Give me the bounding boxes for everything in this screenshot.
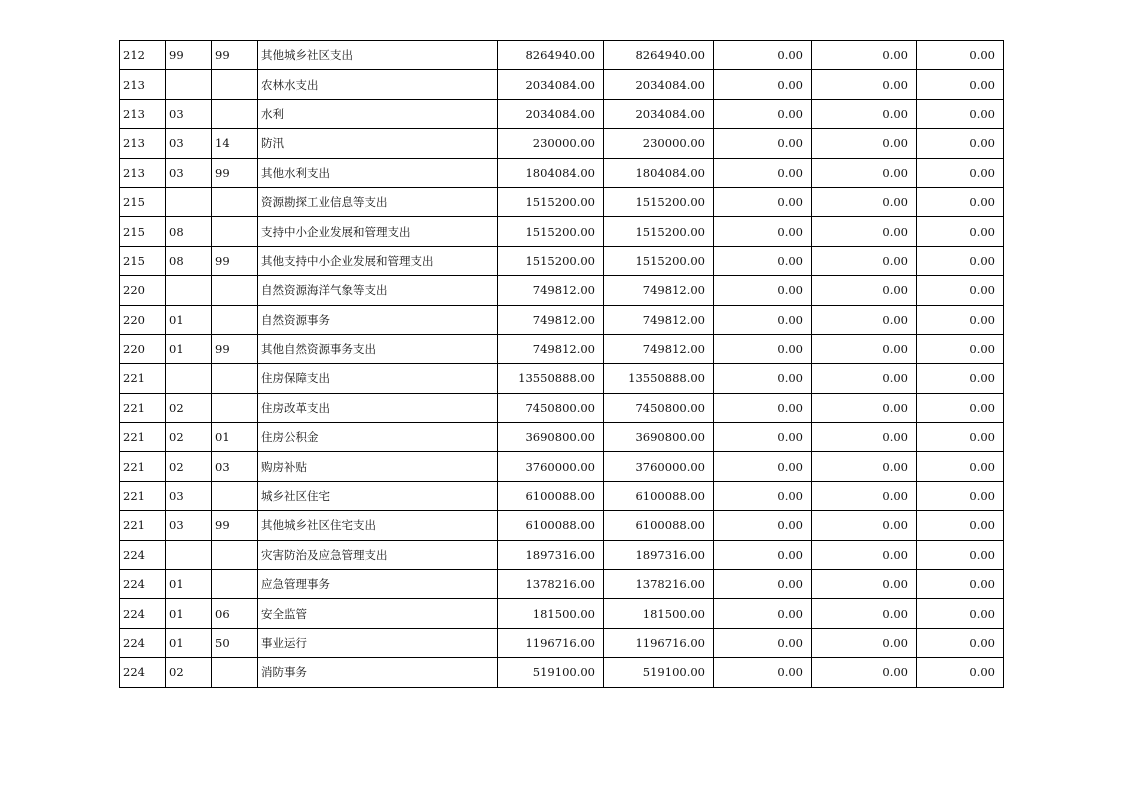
amount-col5-cell: 0.00 bbox=[917, 334, 1004, 363]
basic-expenditure-cell: 230000.00 bbox=[604, 129, 714, 158]
subject-name-cell: 住房改革支出 bbox=[258, 393, 498, 422]
amount-col5-cell: 0.00 bbox=[917, 658, 1004, 687]
subitem-code-cell bbox=[212, 393, 258, 422]
subitem-code-cell bbox=[212, 276, 258, 305]
basic-expenditure-cell: 3690800.00 bbox=[604, 423, 714, 452]
class-code-cell: 213 bbox=[120, 99, 166, 128]
subject-name-cell: 应急管理事务 bbox=[258, 570, 498, 599]
subitem-code-cell bbox=[212, 217, 258, 246]
item-code-cell bbox=[166, 276, 212, 305]
amount-col5-cell: 0.00 bbox=[917, 246, 1004, 275]
amount-col4-cell: 0.00 bbox=[812, 452, 917, 481]
item-code-cell bbox=[166, 540, 212, 569]
class-code-cell: 224 bbox=[120, 599, 166, 628]
table-row bbox=[120, 129, 1004, 158]
amount-col3-cell: 0.00 bbox=[714, 187, 812, 216]
total-amount-cell: 13550888.00 bbox=[498, 364, 604, 393]
class-code-cell: 224 bbox=[120, 540, 166, 569]
class-code-cell: 220 bbox=[120, 305, 166, 334]
item-code-cell: 03 bbox=[166, 129, 212, 158]
amount-col3-cell: 0.00 bbox=[714, 481, 812, 510]
class-code-cell: 215 bbox=[120, 187, 166, 216]
basic-expenditure-cell: 8264940.00 bbox=[604, 41, 714, 70]
amount-col3-cell: 0.00 bbox=[714, 364, 812, 393]
subitem-code-cell bbox=[212, 364, 258, 393]
amount-col5-cell: 0.00 bbox=[917, 570, 1004, 599]
class-code-cell: 224 bbox=[120, 658, 166, 687]
amount-col3-cell: 0.00 bbox=[714, 570, 812, 599]
item-code-cell: 03 bbox=[166, 158, 212, 187]
class-code-cell: 221 bbox=[120, 364, 166, 393]
item-code-cell: 01 bbox=[166, 334, 212, 363]
amount-col3-cell: 0.00 bbox=[714, 158, 812, 187]
class-code-cell: 215 bbox=[120, 217, 166, 246]
class-code-cell: 220 bbox=[120, 334, 166, 363]
subitem-code-cell bbox=[212, 540, 258, 569]
basic-expenditure-cell: 749812.00 bbox=[604, 334, 714, 363]
amount-col4-cell: 0.00 bbox=[812, 599, 917, 628]
amount-col5-cell: 0.00 bbox=[917, 364, 1004, 393]
table-row bbox=[120, 658, 1004, 687]
table-row bbox=[120, 41, 1004, 70]
amount-col4-cell: 0.00 bbox=[812, 540, 917, 569]
class-code-cell: 213 bbox=[120, 129, 166, 158]
subitem-code-cell: 14 bbox=[212, 129, 258, 158]
amount-col5-cell: 0.00 bbox=[917, 628, 1004, 657]
subitem-code-cell bbox=[212, 570, 258, 599]
amount-col5-cell: 0.00 bbox=[917, 187, 1004, 216]
amount-col3-cell: 0.00 bbox=[714, 246, 812, 275]
amount-col5-cell: 0.00 bbox=[917, 452, 1004, 481]
class-code-cell: 221 bbox=[120, 452, 166, 481]
basic-expenditure-cell: 6100088.00 bbox=[604, 511, 714, 540]
basic-expenditure-cell: 1804084.00 bbox=[604, 158, 714, 187]
amount-col3-cell: 0.00 bbox=[714, 452, 812, 481]
amount-col3-cell: 0.00 bbox=[714, 129, 812, 158]
subject-name-cell: 灾害防治及应急管理支出 bbox=[258, 540, 498, 569]
class-code-cell: 224 bbox=[120, 570, 166, 599]
amount-col3-cell: 0.00 bbox=[714, 305, 812, 334]
basic-expenditure-cell: 2034084.00 bbox=[604, 70, 714, 99]
total-amount-cell: 1196716.00 bbox=[498, 628, 604, 657]
amount-col3-cell: 0.00 bbox=[714, 70, 812, 99]
amount-col4-cell: 0.00 bbox=[812, 70, 917, 99]
item-code-cell: 03 bbox=[166, 481, 212, 510]
subitem-code-cell: 03 bbox=[212, 452, 258, 481]
amount-col4-cell: 0.00 bbox=[812, 364, 917, 393]
amount-col3-cell: 0.00 bbox=[714, 217, 812, 246]
amount-col4-cell: 0.00 bbox=[812, 158, 917, 187]
amount-col5-cell: 0.00 bbox=[917, 276, 1004, 305]
total-amount-cell: 1378216.00 bbox=[498, 570, 604, 599]
table-row bbox=[120, 99, 1004, 128]
item-code-cell: 99 bbox=[166, 41, 212, 70]
class-code-cell: 215 bbox=[120, 246, 166, 275]
basic-expenditure-cell: 749812.00 bbox=[604, 276, 714, 305]
amount-col4-cell: 0.00 bbox=[812, 41, 917, 70]
amount-col3-cell: 0.00 bbox=[714, 628, 812, 657]
amount-col4-cell: 0.00 bbox=[812, 393, 917, 422]
amount-col3-cell: 0.00 bbox=[714, 540, 812, 569]
amount-col4-cell: 0.00 bbox=[812, 129, 917, 158]
amount-col5-cell: 0.00 bbox=[917, 540, 1004, 569]
subject-name-cell: 城乡社区住宅 bbox=[258, 481, 498, 510]
item-code-cell: 02 bbox=[166, 658, 212, 687]
subject-name-cell: 事业运行 bbox=[258, 628, 498, 657]
table-row bbox=[120, 276, 1004, 305]
subject-name-cell: 其他支持中小企业发展和管理支出 bbox=[258, 246, 498, 275]
class-code-cell: 224 bbox=[120, 628, 166, 657]
subitem-code-cell: 99 bbox=[212, 511, 258, 540]
amount-col4-cell: 0.00 bbox=[812, 187, 917, 216]
item-code-cell: 01 bbox=[166, 305, 212, 334]
subitem-code-cell bbox=[212, 305, 258, 334]
subitem-code-cell bbox=[212, 187, 258, 216]
subject-name-cell: 其他城乡社区住宅支出 bbox=[258, 511, 498, 540]
total-amount-cell: 6100088.00 bbox=[498, 511, 604, 540]
subject-name-cell: 农林水支出 bbox=[258, 70, 498, 99]
item-code-cell: 02 bbox=[166, 423, 212, 452]
subitem-code-cell: 99 bbox=[212, 334, 258, 363]
total-amount-cell: 6100088.00 bbox=[498, 481, 604, 510]
subject-name-cell: 资源勘探工业信息等支出 bbox=[258, 187, 498, 216]
table-row bbox=[120, 599, 1004, 628]
amount-col5-cell: 0.00 bbox=[917, 41, 1004, 70]
item-code-cell bbox=[166, 70, 212, 99]
amount-col5-cell: 0.00 bbox=[917, 423, 1004, 452]
amount-col3-cell: 0.00 bbox=[714, 99, 812, 128]
class-code-cell: 213 bbox=[120, 158, 166, 187]
total-amount-cell: 181500.00 bbox=[498, 599, 604, 628]
subject-name-cell: 购房补贴 bbox=[258, 452, 498, 481]
basic-expenditure-cell: 7450800.00 bbox=[604, 393, 714, 422]
amount-col5-cell: 0.00 bbox=[917, 393, 1004, 422]
basic-expenditure-cell: 1515200.00 bbox=[604, 217, 714, 246]
subject-name-cell: 住房公积金 bbox=[258, 423, 498, 452]
total-amount-cell: 230000.00 bbox=[498, 129, 604, 158]
total-amount-cell: 1804084.00 bbox=[498, 158, 604, 187]
table-row bbox=[120, 570, 1004, 599]
item-code-cell: 08 bbox=[166, 217, 212, 246]
total-amount-cell: 1515200.00 bbox=[498, 217, 604, 246]
basic-expenditure-cell: 181500.00 bbox=[604, 599, 714, 628]
subitem-code-cell: 99 bbox=[212, 158, 258, 187]
total-amount-cell: 1515200.00 bbox=[498, 187, 604, 216]
basic-expenditure-cell: 6100088.00 bbox=[604, 481, 714, 510]
item-code-cell: 01 bbox=[166, 570, 212, 599]
item-code-cell bbox=[166, 187, 212, 216]
item-code-cell: 03 bbox=[166, 99, 212, 128]
amount-col5-cell: 0.00 bbox=[917, 129, 1004, 158]
total-amount-cell: 749812.00 bbox=[498, 276, 604, 305]
total-amount-cell: 1515200.00 bbox=[498, 246, 604, 275]
table-row bbox=[120, 481, 1004, 510]
total-amount-cell: 2034084.00 bbox=[498, 99, 604, 128]
table-row bbox=[120, 158, 1004, 187]
subject-name-cell: 防汛 bbox=[258, 129, 498, 158]
subject-name-cell: 其他水利支出 bbox=[258, 158, 498, 187]
item-code-cell: 01 bbox=[166, 628, 212, 657]
table-row bbox=[120, 305, 1004, 334]
amount-col4-cell: 0.00 bbox=[812, 658, 917, 687]
basic-expenditure-cell: 1897316.00 bbox=[604, 540, 714, 569]
total-amount-cell: 2034084.00 bbox=[498, 70, 604, 99]
item-code-cell: 03 bbox=[166, 511, 212, 540]
amount-col3-cell: 0.00 bbox=[714, 41, 812, 70]
amount-col4-cell: 0.00 bbox=[812, 628, 917, 657]
class-code-cell: 220 bbox=[120, 276, 166, 305]
amount-col4-cell: 0.00 bbox=[812, 246, 917, 275]
budget-expenditure-table bbox=[119, 40, 1004, 688]
basic-expenditure-cell: 1515200.00 bbox=[604, 246, 714, 275]
amount-col4-cell: 0.00 bbox=[812, 570, 917, 599]
table-row bbox=[120, 452, 1004, 481]
amount-col4-cell: 0.00 bbox=[812, 99, 917, 128]
table-row bbox=[120, 540, 1004, 569]
subject-name-cell: 消防事务 bbox=[258, 658, 498, 687]
amount-col3-cell: 0.00 bbox=[714, 511, 812, 540]
class-code-cell: 221 bbox=[120, 481, 166, 510]
item-code-cell: 02 bbox=[166, 393, 212, 422]
amount-col3-cell: 0.00 bbox=[714, 334, 812, 363]
subitem-code-cell bbox=[212, 658, 258, 687]
subitem-code-cell bbox=[212, 70, 258, 99]
table-row bbox=[120, 187, 1004, 216]
amount-col5-cell: 0.00 bbox=[917, 217, 1004, 246]
table-row bbox=[120, 246, 1004, 275]
class-code-cell: 221 bbox=[120, 423, 166, 452]
amount-col4-cell: 0.00 bbox=[812, 481, 917, 510]
total-amount-cell: 519100.00 bbox=[498, 658, 604, 687]
subject-name-cell: 自然资源海洋气象等支出 bbox=[258, 276, 498, 305]
table-body bbox=[120, 41, 1004, 688]
total-amount-cell: 3760000.00 bbox=[498, 452, 604, 481]
subitem-code-cell bbox=[212, 481, 258, 510]
subitem-code-cell: 99 bbox=[212, 41, 258, 70]
amount-col3-cell: 0.00 bbox=[714, 276, 812, 305]
item-code-cell: 08 bbox=[166, 246, 212, 275]
subject-name-cell: 支持中小企业发展和管理支出 bbox=[258, 217, 498, 246]
class-code-cell: 213 bbox=[120, 70, 166, 99]
subject-name-cell: 住房保障支出 bbox=[258, 364, 498, 393]
amount-col3-cell: 0.00 bbox=[714, 423, 812, 452]
amount-col5-cell: 0.00 bbox=[917, 70, 1004, 99]
total-amount-cell: 749812.00 bbox=[498, 334, 604, 363]
amount-col5-cell: 0.00 bbox=[917, 511, 1004, 540]
table-row bbox=[120, 364, 1004, 393]
total-amount-cell: 3690800.00 bbox=[498, 423, 604, 452]
class-code-cell: 221 bbox=[120, 511, 166, 540]
table-row bbox=[120, 393, 1004, 422]
table-row bbox=[120, 334, 1004, 363]
subitem-code-cell: 01 bbox=[212, 423, 258, 452]
table-row bbox=[120, 628, 1004, 657]
subject-name-cell: 水利 bbox=[258, 99, 498, 128]
item-code-cell: 02 bbox=[166, 452, 212, 481]
total-amount-cell: 7450800.00 bbox=[498, 393, 604, 422]
total-amount-cell: 1897316.00 bbox=[498, 540, 604, 569]
amount-col5-cell: 0.00 bbox=[917, 158, 1004, 187]
table-row bbox=[120, 423, 1004, 452]
subitem-code-cell bbox=[212, 99, 258, 128]
amount-col4-cell: 0.00 bbox=[812, 334, 917, 363]
subject-name-cell: 安全监管 bbox=[258, 599, 498, 628]
subitem-code-cell: 99 bbox=[212, 246, 258, 275]
basic-expenditure-cell: 2034084.00 bbox=[604, 99, 714, 128]
total-amount-cell: 8264940.00 bbox=[498, 41, 604, 70]
table-row bbox=[120, 217, 1004, 246]
amount-col3-cell: 0.00 bbox=[714, 393, 812, 422]
table-row bbox=[120, 70, 1004, 99]
amount-col3-cell: 0.00 bbox=[714, 599, 812, 628]
amount-col4-cell: 0.00 bbox=[812, 217, 917, 246]
basic-expenditure-cell: 749812.00 bbox=[604, 305, 714, 334]
basic-expenditure-cell: 3760000.00 bbox=[604, 452, 714, 481]
subject-name-cell: 其他城乡社区支出 bbox=[258, 41, 498, 70]
amount-col5-cell: 0.00 bbox=[917, 99, 1004, 128]
subject-name-cell: 其他自然资源事务支出 bbox=[258, 334, 498, 363]
basic-expenditure-cell: 13550888.00 bbox=[604, 364, 714, 393]
amount-col5-cell: 0.00 bbox=[917, 481, 1004, 510]
basic-expenditure-cell: 519100.00 bbox=[604, 658, 714, 687]
amount-col4-cell: 0.00 bbox=[812, 305, 917, 334]
amount-col3-cell: 0.00 bbox=[714, 658, 812, 687]
basic-expenditure-cell: 1378216.00 bbox=[604, 570, 714, 599]
class-code-cell: 221 bbox=[120, 393, 166, 422]
amount-col4-cell: 0.00 bbox=[812, 511, 917, 540]
amount-col5-cell: 0.00 bbox=[917, 305, 1004, 334]
class-code-cell: 212 bbox=[120, 41, 166, 70]
subitem-code-cell: 06 bbox=[212, 599, 258, 628]
item-code-cell: 01 bbox=[166, 599, 212, 628]
item-code-cell bbox=[166, 364, 212, 393]
basic-expenditure-cell: 1515200.00 bbox=[604, 187, 714, 216]
subject-name-cell: 自然资源事务 bbox=[258, 305, 498, 334]
amount-col4-cell: 0.00 bbox=[812, 276, 917, 305]
total-amount-cell: 749812.00 bbox=[498, 305, 604, 334]
amount-col5-cell: 0.00 bbox=[917, 599, 1004, 628]
table-row bbox=[120, 511, 1004, 540]
amount-col4-cell: 0.00 bbox=[812, 423, 917, 452]
subitem-code-cell: 50 bbox=[212, 628, 258, 657]
basic-expenditure-cell: 1196716.00 bbox=[604, 628, 714, 657]
